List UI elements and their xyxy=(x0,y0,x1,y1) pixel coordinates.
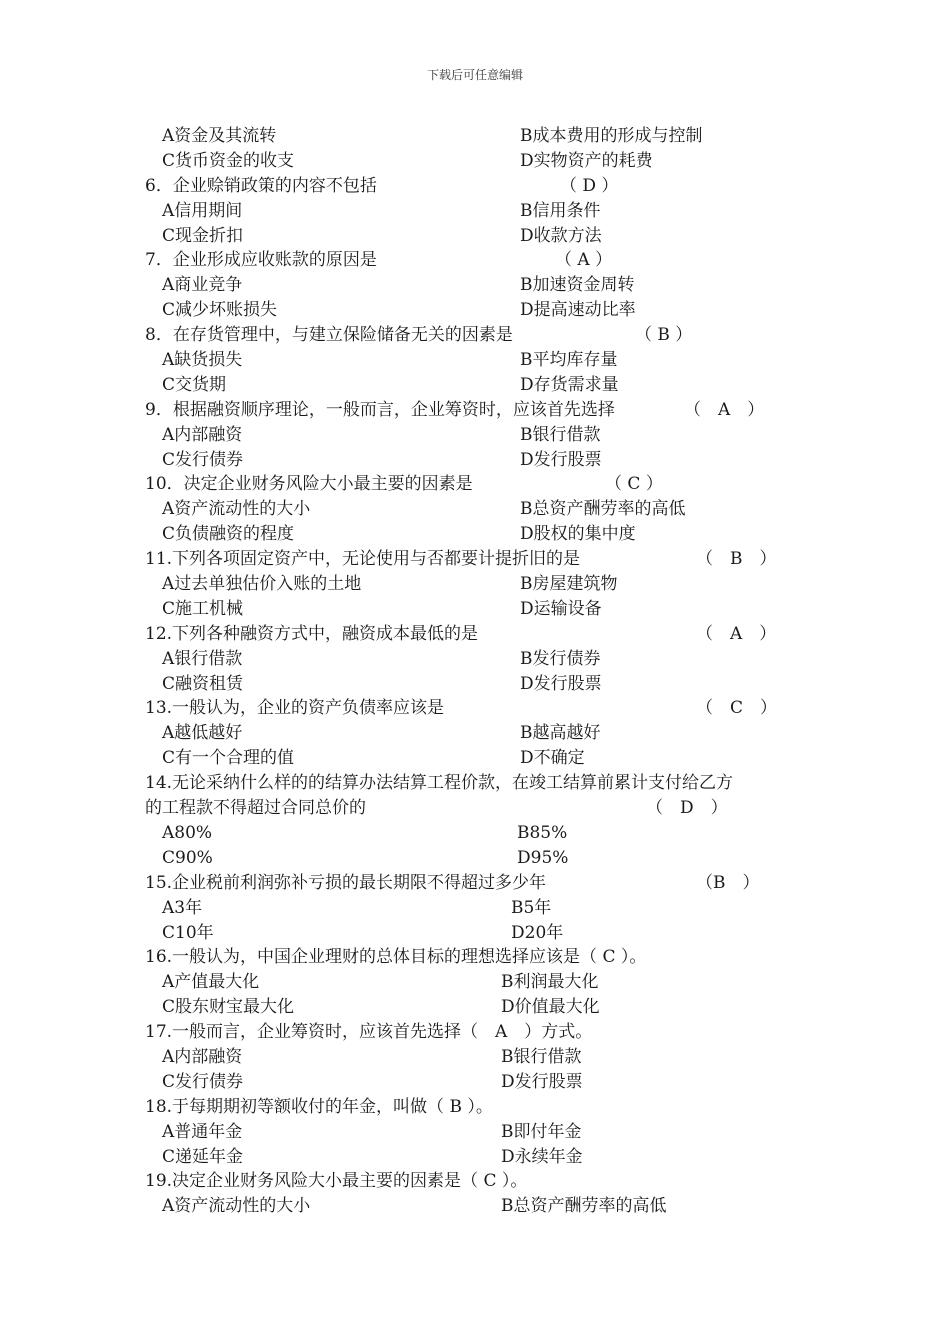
option-right: D20年 xyxy=(511,922,564,943)
option-left: C施工机械 xyxy=(162,598,244,619)
option-right: D永续年金 xyxy=(501,1146,583,1167)
option-row xyxy=(0,448,950,473)
option-left: A普通年金 xyxy=(162,1121,243,1142)
option-left: A资产流动性的大小 xyxy=(162,499,311,520)
option-row xyxy=(0,672,950,697)
answer-text: （ A ） xyxy=(555,250,613,271)
option-left: C递延年金 xyxy=(162,1146,244,1167)
option-row xyxy=(0,721,950,746)
option-row xyxy=(0,199,950,224)
question-text: 19.决定企业财务风险大小最主要的因素是（ C ）。 xyxy=(145,1171,528,1192)
option-right: D收款方法 xyxy=(520,225,602,246)
answer-text: （ B ） xyxy=(635,325,693,346)
question-row xyxy=(0,472,950,497)
option-row xyxy=(0,970,950,995)
question-text: 14.无论采纳什么样的的结算办法结算工程价款，在竣工结算前累计支付给乙方 xyxy=(145,773,734,794)
option-row xyxy=(0,921,950,946)
option-left: A80% xyxy=(162,822,213,843)
option-right: B银行借款 xyxy=(520,424,601,445)
option-row xyxy=(0,224,950,249)
option-row xyxy=(0,846,950,871)
option-left: A内部融资 xyxy=(162,1046,243,1067)
option-left: A缺货损失 xyxy=(162,350,243,371)
page-header: 下载后可任意编辑 xyxy=(426,68,523,82)
option-left: A商业竞争 xyxy=(162,275,243,296)
option-row xyxy=(0,423,950,448)
option-right: B平均库存量 xyxy=(520,350,618,371)
option-row xyxy=(0,497,950,522)
option-row xyxy=(0,821,950,846)
option-left: C发行债券 xyxy=(162,1071,244,1092)
option-row xyxy=(0,1070,950,1095)
answer-text: （ C ） xyxy=(605,474,663,495)
option-row xyxy=(0,572,950,597)
question-text: 12.下列各种融资方式中，融资成本最低的是 xyxy=(145,623,479,644)
option-left: C负债融资的程度 xyxy=(162,524,295,545)
option-right: D运输设备 xyxy=(520,598,602,619)
question-text: 8．在存货管理中，与建立保险储备无关的因素是 xyxy=(145,325,513,346)
question-row xyxy=(0,622,950,647)
answer-text: （ C ） xyxy=(696,698,778,719)
question-row xyxy=(0,945,950,970)
option-row xyxy=(0,298,950,323)
option-right: B发行债券 xyxy=(520,648,601,669)
answer-text: （ D ） xyxy=(560,175,619,196)
question-text: 11.下列各项固定资产中，无论使用与否都要计提折旧的是 xyxy=(145,549,581,570)
option-row xyxy=(0,348,950,373)
option-right: B利润最大化 xyxy=(501,972,599,993)
question-text: 的工程款不得超过合同总价的 xyxy=(145,798,366,819)
option-right: D实物资产的耗费 xyxy=(520,150,653,171)
question-row xyxy=(0,796,950,821)
option-left: C有一个合理的值 xyxy=(162,748,295,769)
option-right: D95% xyxy=(517,847,569,868)
option-left: A银行借款 xyxy=(162,648,243,669)
question-text: 17.一般而言，企业筹资时，应该首先选择（ A ）方式。 xyxy=(145,1022,593,1043)
option-left: C交货期 xyxy=(162,374,227,395)
answer-text: （ A ） xyxy=(684,399,765,420)
option-row xyxy=(0,1194,950,1219)
option-left: C股东财宝最大化 xyxy=(162,997,295,1018)
question-text: 9．根据融资顺序理论，一般而言，企业筹资时，应该首先选择 xyxy=(145,399,615,420)
question-row xyxy=(0,174,950,199)
question-row xyxy=(0,696,950,721)
question-row xyxy=(0,1169,950,1194)
option-left: C现金折扣 xyxy=(162,225,244,246)
option-right: B房屋建筑物 xyxy=(520,574,618,595)
option-row xyxy=(0,522,950,547)
option-right: B加速资金周转 xyxy=(520,275,635,296)
option-left: A产值最大化 xyxy=(162,972,260,993)
option-row xyxy=(0,1120,950,1145)
option-left: C减少坏账损失 xyxy=(162,300,278,321)
option-row xyxy=(0,995,950,1020)
option-right: D股权的集中度 xyxy=(520,524,636,545)
option-left: A信用期间 xyxy=(162,200,243,221)
option-right: B总资产酬劳率的高低 xyxy=(501,1196,667,1217)
option-left: A资产流动性的大小 xyxy=(162,1196,311,1217)
option-left: A越低越好 xyxy=(162,723,243,744)
option-right: D存货需求量 xyxy=(520,374,619,395)
option-left: A过去单独估价入账的土地 xyxy=(162,574,362,595)
option-right: B信用条件 xyxy=(520,200,601,221)
option-right: B即付年金 xyxy=(501,1121,582,1142)
question-row xyxy=(0,398,950,423)
option-left: C货币资金的收支 xyxy=(162,150,295,171)
option-row xyxy=(0,1045,950,1070)
answer-text: （ B ） xyxy=(696,549,777,570)
answer-text: （ D ） xyxy=(646,798,728,819)
answer-text: （ A ） xyxy=(696,623,777,644)
question-text: 13.一般认为，企业的资产负债率应该是 xyxy=(145,698,445,719)
question-row xyxy=(0,1095,950,1120)
option-row xyxy=(0,273,950,298)
option-row xyxy=(0,896,950,921)
option-left: C融资租赁 xyxy=(162,673,244,694)
question-row xyxy=(0,248,950,273)
question-row xyxy=(0,547,950,572)
option-right: D发行股票 xyxy=(520,673,602,694)
option-right: B银行借款 xyxy=(501,1046,582,1067)
question-text: 16.一般认为，中国企业理财的总体目标的理想选择应该是（ C ）。 xyxy=(145,947,647,968)
option-row xyxy=(0,373,950,398)
question-row xyxy=(0,771,950,796)
option-right: D价值最大化 xyxy=(501,997,600,1018)
question-list xyxy=(0,124,950,1219)
option-right: B越高越好 xyxy=(520,723,601,744)
option-right: B成本费用的形成与控制 xyxy=(520,126,703,146)
question-row xyxy=(0,1020,950,1045)
question-text: 15.企业税前利润弥补亏损的最长期限不得超过多少年 xyxy=(145,872,547,893)
option-left: C10年 xyxy=(162,922,214,943)
option-left: A内部融资 xyxy=(162,424,243,445)
option-left: A3年 xyxy=(162,897,203,918)
option-left: C90% xyxy=(162,847,213,868)
option-row xyxy=(0,647,950,672)
option-right: B5年 xyxy=(511,897,552,918)
option-row xyxy=(0,124,950,149)
option-right: B总资产酬劳率的高低 xyxy=(520,499,686,520)
question-text: 7．企业形成应收账款的原因是 xyxy=(145,250,377,271)
option-right: D不确定 xyxy=(520,748,585,769)
option-right: B85% xyxy=(517,822,568,843)
option-row xyxy=(0,149,950,174)
question-text: 18.于每期期初等额收付的年金，叫做（ B ）。 xyxy=(145,1096,493,1117)
option-left: C发行债券 xyxy=(162,449,244,470)
question-text: 6．企业赊销政策的内容不包括 xyxy=(145,175,377,196)
option-row xyxy=(0,597,950,622)
option-right: D提高速动比率 xyxy=(520,300,636,321)
option-right: D发行股票 xyxy=(520,449,602,470)
option-row xyxy=(0,746,950,771)
question-row xyxy=(0,323,950,348)
option-row xyxy=(0,1145,950,1170)
question-text: 10．决定企业财务风险大小最主要的因素是 xyxy=(145,474,473,495)
question-row xyxy=(0,871,950,896)
option-left: A资金及其流转 xyxy=(162,126,277,146)
option-right: D发行股票 xyxy=(501,1071,583,1092)
answer-text: （B ） xyxy=(696,872,760,893)
